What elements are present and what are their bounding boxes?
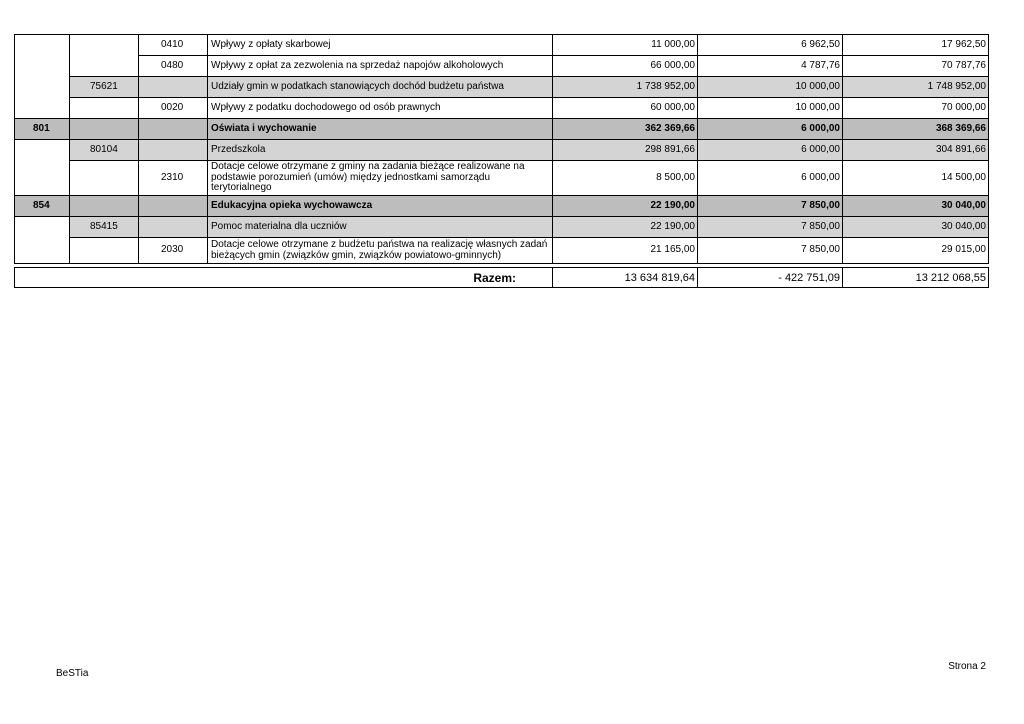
rozdzial-cell (70, 238, 139, 264)
rozdzial-cell (70, 196, 139, 217)
po-zmianie-cell: 70 000,00 (843, 98, 989, 119)
paragraf-cell: 2030 (139, 238, 208, 264)
table-row (15, 77, 989, 98)
rozdzial-cell (70, 119, 139, 140)
plan-cell: 8 500,00 (553, 161, 698, 196)
footer-app-name: BeSTia (56, 668, 89, 679)
paragraf-cell (139, 119, 208, 140)
total-row (15, 268, 989, 288)
po-zmianie-cell: 14 500,00 (843, 161, 989, 196)
dzial-cell (15, 35, 70, 119)
po-zmianie-cell: 368 369,66 (843, 119, 989, 140)
table-row (15, 56, 989, 77)
table-row (15, 35, 989, 56)
zmiana-cell: 7 850,00 (698, 238, 843, 264)
total-table (14, 267, 989, 288)
table-row (15, 217, 989, 238)
po-zmianie-cell: 1 748 952,00 (843, 77, 989, 98)
zmiana-cell: 4 787,76 (698, 56, 843, 77)
table-row (15, 98, 989, 119)
paragraf-cell (139, 77, 208, 98)
section-row (15, 196, 989, 217)
name-cell: Dotacje celowe otrzymane z budżetu państwa na realizację własnych zadań bieżących gmin (związków gmin, związków powiatowo-gminnych) (208, 238, 553, 264)
dzial-cell (15, 217, 70, 264)
plan-cell: 11 000,00 (553, 35, 698, 56)
name-cell: Dotacje celowe otrzymane z gminy na zadania bieżące realizowane na podstawie porozumień (umów) między jednostkami samorządu terytorialnego (208, 161, 553, 196)
name-cell: Wpływy z opłat za zezwolenia na sprzedaż napojów alkoholowych (208, 56, 553, 77)
dzial-cell (15, 140, 70, 196)
total-plan: 13 634 819,64 (553, 268, 698, 288)
footer-page-number: Strona 2 (948, 661, 986, 672)
name-cell: Przedszkola (208, 140, 553, 161)
section-row (15, 119, 989, 140)
plan-cell: 60 000,00 (553, 98, 698, 119)
po-zmianie-cell: 17 962,50 (843, 35, 989, 56)
zmiana-cell: 6 000,00 (698, 119, 843, 140)
paragraf-cell: 2310 (139, 161, 208, 196)
zmiana-cell: 6 962,50 (698, 35, 843, 56)
name-cell: Udziały gmin w podatkach stanowiących dochód budżetu państwa (208, 77, 553, 98)
total-po-zmianie: 13 212 068,55 (843, 268, 989, 288)
paragraf-cell: 0480 (139, 56, 208, 77)
rozdzial-cell: 80104 (70, 140, 139, 161)
paragraf-cell (139, 217, 208, 238)
paragraf-cell: 0020 (139, 98, 208, 119)
rozdzial-cell: 85415 (70, 217, 139, 238)
plan-cell: 22 190,00 (553, 217, 698, 238)
rozdzial-cell (70, 35, 139, 77)
po-zmianie-cell: 304 891,66 (843, 140, 989, 161)
dzial-cell: 854 (15, 196, 70, 217)
name-cell: Wpływy z podatku dochodowego od osób prawnych (208, 98, 553, 119)
name-cell: Oświata i wychowanie (208, 119, 553, 140)
plan-cell: 22 190,00 (553, 196, 698, 217)
po-zmianie-cell: 29 015,00 (843, 238, 989, 264)
rozdzial-cell (70, 98, 139, 119)
zmiana-cell: 6 000,00 (698, 140, 843, 161)
rozdzial-cell: 75621 (70, 77, 139, 98)
po-zmianie-cell: 30 040,00 (843, 217, 989, 238)
zmiana-cell: 7 850,00 (698, 217, 843, 238)
plan-cell: 298 891,66 (553, 140, 698, 161)
name-cell: Edukacyjna opieka wychowawcza (208, 196, 553, 217)
paragraf-cell (139, 196, 208, 217)
name-cell: Pomoc materialna dla uczniów (208, 217, 553, 238)
paragraf-cell: 0410 (139, 35, 208, 56)
table-row (15, 161, 989, 196)
plan-cell: 362 369,66 (553, 119, 698, 140)
po-zmianie-cell: 30 040,00 (843, 196, 989, 217)
table-row (15, 238, 989, 264)
zmiana-cell: 10 000,00 (698, 77, 843, 98)
plan-cell: 21 165,00 (553, 238, 698, 264)
zmiana-cell: 10 000,00 (698, 98, 843, 119)
rozdzial-cell (70, 161, 139, 196)
budget-table (14, 34, 989, 264)
po-zmianie-cell: 70 787,76 (843, 56, 989, 77)
paragraf-cell (139, 140, 208, 161)
zmiana-cell: 6 000,00 (698, 161, 843, 196)
dzial-cell: 801 (15, 119, 70, 140)
name-cell: Wpływy z opłaty skarbowej (208, 35, 553, 56)
plan-cell: 66 000,00 (553, 56, 698, 77)
total-zmiana: - 422 751,09 (698, 268, 843, 288)
plan-cell: 1 738 952,00 (553, 77, 698, 98)
table-row (15, 140, 989, 161)
total-label: Razem: (15, 268, 553, 288)
zmiana-cell: 7 850,00 (698, 196, 843, 217)
